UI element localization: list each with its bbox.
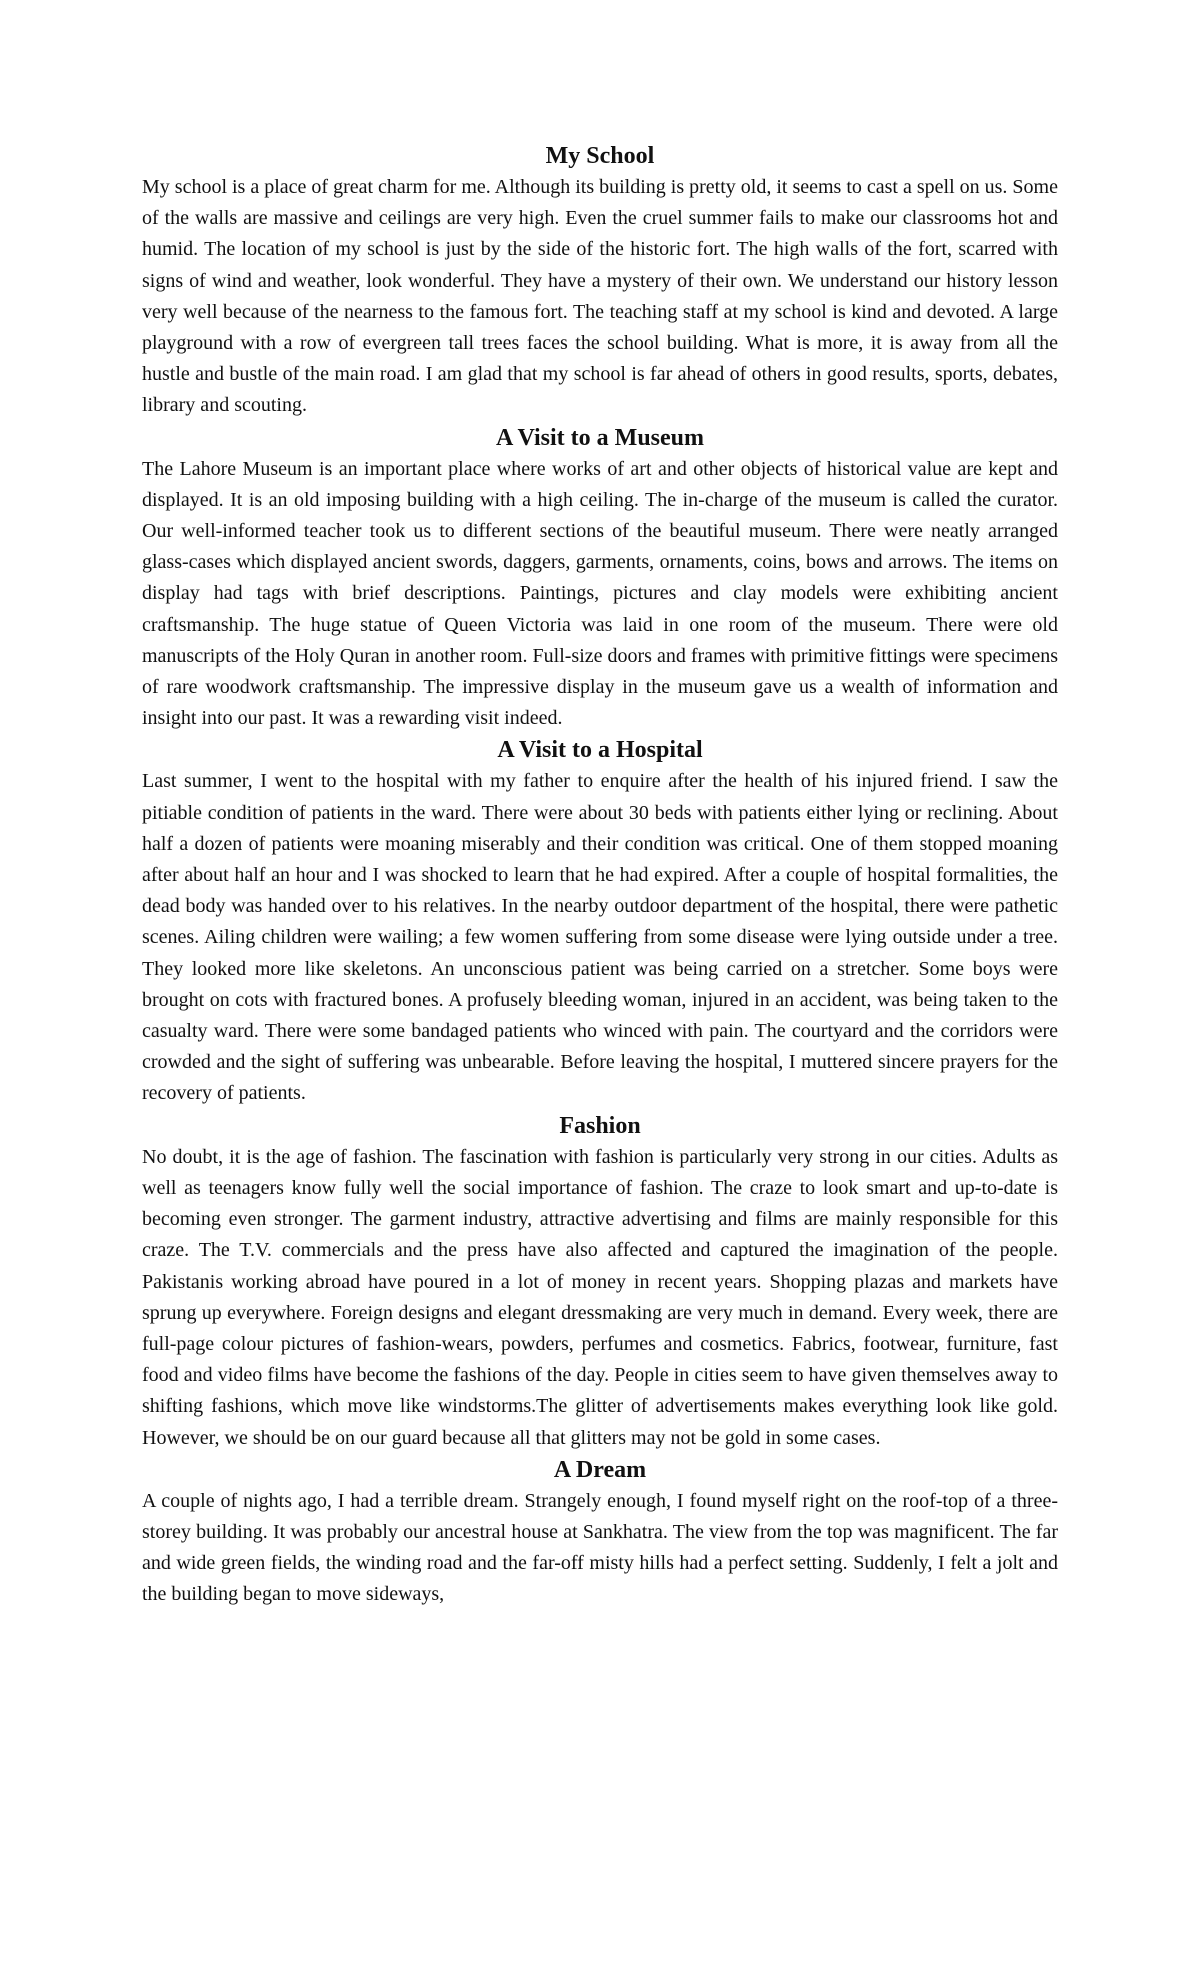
section-my-school: [142, 140, 1058, 422]
section-body: No doubt, it is the age of fashion. The fascination with fashion is particularly very strong in our cities. Adults as well as teenagers know fully well the social importance of fashion. The craze to look smart and up-to-date is becoming even stronger. The garment industry, attractive advertising and films are mainly responsible for this craze. The T.V. commercials and the press have also affected and captured the imagination of the people. Pakistanis working abroad have poured in a lot of money in recent years. Shopping plazas and markets have sprung up everywhere. Foreign designs and elegant dressmaking are very much in demand. Every week, there are full-page colour pictures of fashion-wears, powders, perfumes and cosmetics. Fabrics, footwear, furniture, fast food and video films have become the fashions of the day. People in cities seem to have given themselves away to shifting fashions, which move like windstorms.The glitter of advertisements makes everything look like gold. However, we should be on our guard because all that glitters may not be gold in some cases.: [142, 1145, 1058, 1449]
section-title: My School: [545, 143, 655, 169]
section-title: A Visit to a Museum: [495, 424, 704, 451]
section-body: Last summer, I went to the hospital with my father to enquire after the health of his injured friend. I saw the pitiable condition of patients in the ward. There were about 30 beds with patients either lying or reclining. About half a dozen of patients were moaning miserably and their condition was critical. One of them stopped moaning after about half an hour and I was shocked to learn that he had expired. After a couple of hospital formalities, the dead body was handed over to his relatives. In the nearby outdoor department of the hospital, there were pathetic scenes. Ailing children were wailing; a few women suffering from some disease were lying outside under a tree. They looked more like skeletons. An unconscious patient was being carried on a stretcher. Some boys were brought on cots with fractured bones. A profusely bleeding woman, injured in an accident, was being taken to the casualty ward. There were some bandaged patients who winced with pain. The courtyard and the corridors were crowded and the sight of suffering was unbearable. Before leaving the hospital, I muttered sincere prayers for the recovery of patients.: [142, 770, 1058, 1105]
section-body: My school is a place of great charm for me. Although its building is pretty old, it seems to cast a spell on us. Some of the walls are massive and ceilings are very high. Even the cruel summer fails to make our classrooms hot and humid. The location of my school is just by the side of the historic fort. The high walls of the fort, scarred with signs of wind and weather, look wonderful. They have a mystery of their own. We understand our history lesson very well because of the nearness to the famous fort. The teaching staff at my school is kind and devoted. A large playground with a row of evergreen tall trees faces the school building. What is more, it is away from all the hustle and bustle of the main road. I am glad that my school is far ahead of others in good results, sports, debates, library and scouting.: [142, 176, 1058, 417]
section-fashion: [142, 1110, 1058, 1454]
section-title: Fashion: [559, 1112, 641, 1139]
section-body: A couple of nights ago, I had a terrible dream. Strangely enough, I found myself right on the roof-top of a three-storey building. It was probably our ancestral house at Sankhatra. The view from the top was magnificent. The far and wide green fields, the winding road and the far-off misty hills had a perfect setting. Suddenly, I felt a jolt and the building began to move sideways,: [142, 1489, 1058, 1606]
section-title: A Visit to a Hospital: [497, 737, 703, 764]
document-page: [142, 140, 1058, 1611]
section-visit-museum: [142, 422, 1058, 735]
section-title: A Dream: [553, 1456, 647, 1483]
section-body: The Lahore Museum is an important place where works of art and other objects of historical value are kept and displayed. It is an old imposing building with a high ceiling. The in-charge of the museum is called the curator. Our well-informed teacher took us to different sections of the beautiful museum. There were neatly arranged glass-cases which displayed ancient swords, daggers, garments, ornaments, coins, bows and arrows. The items on display had tags with brief descriptions. Paintings, pictures and clay models were exhibiting ancient craftsmanship. The huge statue of Queen Victoria was laid in one room of the museum. There were old manuscripts of the Holy Quran in another room. Full-size doors and frames with primitive fittings were specimens of rare woodwork craftsmanship. The impressive display in the museum gave us a wealth of information and insight into our past. It was a rewarding visit indeed.: [142, 457, 1058, 730]
section-visit-hospital: [142, 734, 1058, 1109]
section-a-dream: [142, 1454, 1058, 1611]
